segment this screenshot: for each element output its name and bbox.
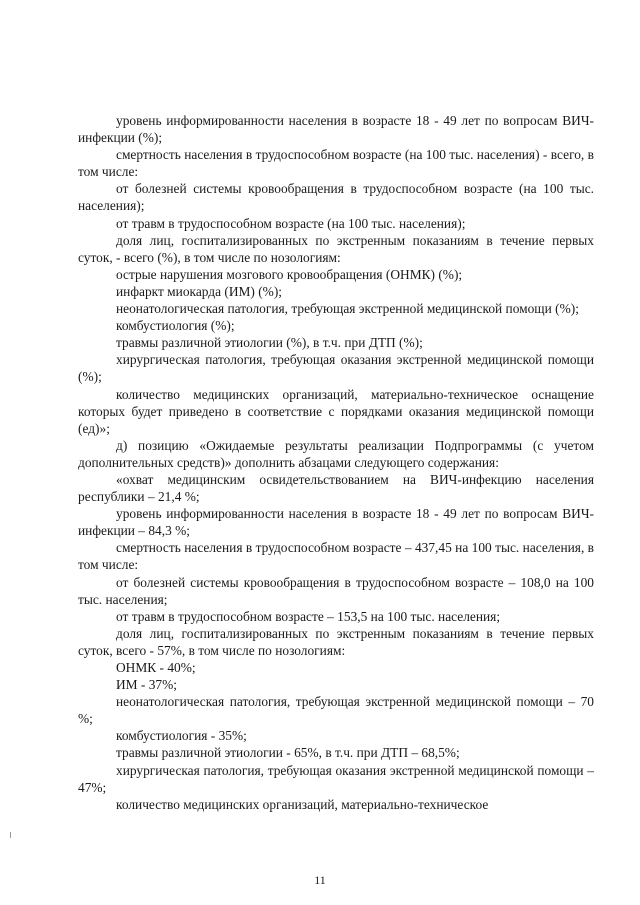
paragraph: от болезней системы кровообращения в трудоспособном возрасте (на 100 тыс. населения); <box>78 181 594 214</box>
paragraph: уровень информированности населения в возрасте 18 - 49 лет по вопросам ВИЧ-инфекции (%); <box>78 113 594 146</box>
paragraph: от травм в трудоспособном возрасте – 153,5 на 100 тыс. населения; <box>116 608 501 624</box>
paragraph: уровень информированности населения в возрасте 18 - 49 лет по вопросам ВИЧ-инфекции – 84,3 %; <box>78 506 594 539</box>
paragraph: от болезней системы кровообращения в трудоспособном возрасте – 108,0 на 100 тыс. населения; <box>78 574 594 607</box>
paragraph: смертность населения в трудоспособном возрасте – 437,45 на 100 тыс. населения, в том числе: <box>78 540 594 573</box>
paragraph: ОНМК - 40%; <box>116 660 196 675</box>
paragraph: от травм в трудоспособном возрасте (на 100 тыс. населения); <box>116 215 466 231</box>
paragraph: хирургическая патология, требующая оказания экстренной медицинской помощи – 47%; <box>78 762 594 795</box>
paragraph: «охват медицинским освидетельствованием на ВИЧ-инфекцию населения республики – 21,4 %; <box>78 471 594 505</box>
paragraph: острые нарушения мозгового кровообращения (ОНМК) (%); <box>116 266 463 282</box>
paragraph: количество медицинских организаций, материально-техническое <box>116 796 489 812</box>
paragraph: хирургическая патология, требующая оказания экстренной медицинской помощи (%); <box>78 352 594 385</box>
document-body <box>78 112 594 813</box>
margin-mark <box>10 832 11 838</box>
paragraph: неонатологическая патология, требующая экстренной медицинской помощи (%); <box>116 301 579 317</box>
page-number: 11 <box>314 873 326 887</box>
paragraph: инфаркт миокарда (ИМ) (%); <box>116 283 283 299</box>
paragraph: д) позицию «Ожидаемые результаты реализации Подпрограммы (с учетом дополнительных средств)» дополнить абзацами следующего содержания: <box>78 437 594 470</box>
paragraph: неонатологическая патология, требующая экстренной медицинской помощи – 70 %; <box>78 694 594 727</box>
paragraph: травмы различной этиологии - 65%, в т.ч. при ДТП – 68,5%; <box>116 745 460 761</box>
paragraph: доля лиц, госпитализированных по экстренным показаниям в течение первых суток, всего - 57%, в том числе по нозологиям: <box>78 625 594 658</box>
paragraph: комбустиология (%); <box>116 318 235 334</box>
paragraph: доля лиц, госпитализированных по экстренным показаниям в течение первых суток, - всего (%), в том числе по нозологиям: <box>78 232 594 265</box>
paragraph: комбустиология - 35%; <box>116 728 247 744</box>
paragraph: смертность населения в трудоспособном возрасте (на 100 тыс. населения) - всего, в том числе: <box>78 147 594 180</box>
paragraph: травмы различной этиологии (%), в т.ч. при ДТП (%); <box>116 335 423 351</box>
paragraph: количество медицинских организаций, материально-техническое оснащение которых будет приведено в соответствие с порядками оказания медицинской помощи (ед)»; <box>78 386 594 436</box>
paragraph: ИМ - 37%; <box>116 677 177 693</box>
